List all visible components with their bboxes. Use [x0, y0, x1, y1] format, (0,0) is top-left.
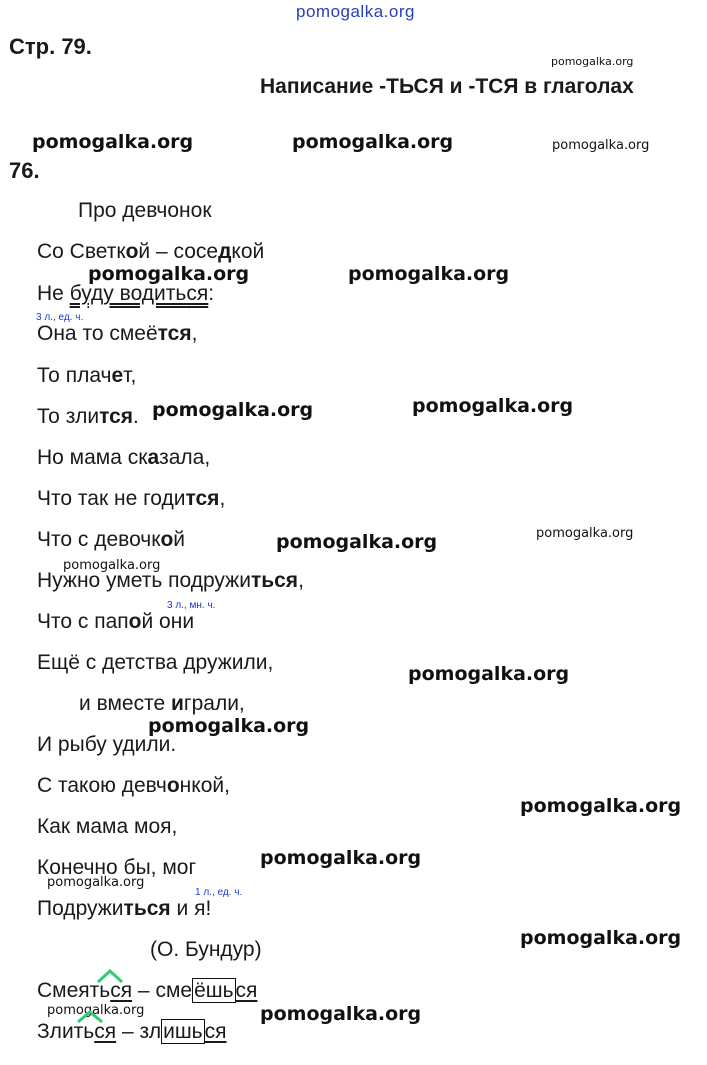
watermark: pomogalka.org: [47, 875, 145, 890]
watermark: pomogalka.org: [408, 663, 570, 685]
watermark: pomogalka.org: [520, 795, 682, 817]
poem-line: Со Светкой – соседкой: [37, 240, 265, 263]
poem-line: Что с папой они: [37, 610, 195, 633]
poem-line: То плачет,: [37, 364, 137, 387]
grammar-note: 1 л., ед. ч.: [195, 887, 243, 898]
watermark: pomogalka.org: [47, 1003, 145, 1018]
watermark: pomogalka.org: [260, 1003, 422, 1025]
grammar-note: 3 л., мн. ч.: [167, 600, 216, 611]
watermark: pomogalka.org: [88, 263, 250, 285]
watermark: pomogalka.org: [260, 847, 422, 869]
poem-line: Ещё с детства дружили,: [37, 651, 274, 674]
watermark: pomogalka.org: [412, 395, 574, 417]
poem-line: То злится.: [37, 405, 139, 428]
page-label: Стр. 79.: [9, 34, 92, 59]
poem-title: Про девчонок: [78, 199, 212, 222]
analysis-row: Смеяться – смеёшься: [37, 979, 258, 1002]
exercise-number: 76.: [9, 158, 40, 183]
site-header-watermark[interactable]: pomogalka.org: [296, 2, 415, 21]
watermark: pomogalka.org: [148, 715, 310, 737]
watermark: pomogalka.org: [551, 55, 634, 68]
analysis-row: Злиться – злишься: [37, 1020, 227, 1043]
watermark: pomogalka.org: [32, 131, 194, 153]
section-heading: Написание -ТЬСЯ и -ТСЯ в глаголах: [260, 75, 634, 98]
grammar-note: 3 л., ед. ч.: [36, 312, 84, 323]
poem-author: (О. Бундур): [150, 938, 262, 961]
watermark: pomogalka.org: [520, 927, 682, 949]
poem-line: Не буду водиться:: [37, 282, 215, 305]
watermark: pomogalka.org: [348, 263, 510, 285]
watermark: pomogalka.org: [276, 531, 438, 553]
watermark: pomogalka.org: [292, 131, 454, 153]
poem-line: Что с девочкой: [37, 528, 185, 551]
poem-line: С такою девчонкой,: [37, 774, 230, 797]
poem-line: и вместе играли,: [79, 692, 245, 715]
poem-line: И рыбу удили.: [37, 733, 177, 756]
watermark: pomogalka.org: [536, 526, 634, 541]
poem-line: Нужно уметь подружиться,: [37, 569, 304, 592]
poem-line: Конечно бы, мог: [37, 856, 197, 879]
watermark: pomogalka.org: [63, 558, 161, 573]
watermark: pomogalka.org: [152, 399, 314, 421]
poem-line: Она то смеётся,: [37, 322, 198, 345]
poem-line: Но мама сказала,: [37, 446, 211, 469]
watermark: pomogalka.org: [552, 138, 650, 153]
poem-line: Как мама моя,: [37, 815, 178, 838]
poem-line: Что так не годится,: [37, 487, 226, 510]
poem-line: Подружиться и я!: [37, 897, 212, 920]
